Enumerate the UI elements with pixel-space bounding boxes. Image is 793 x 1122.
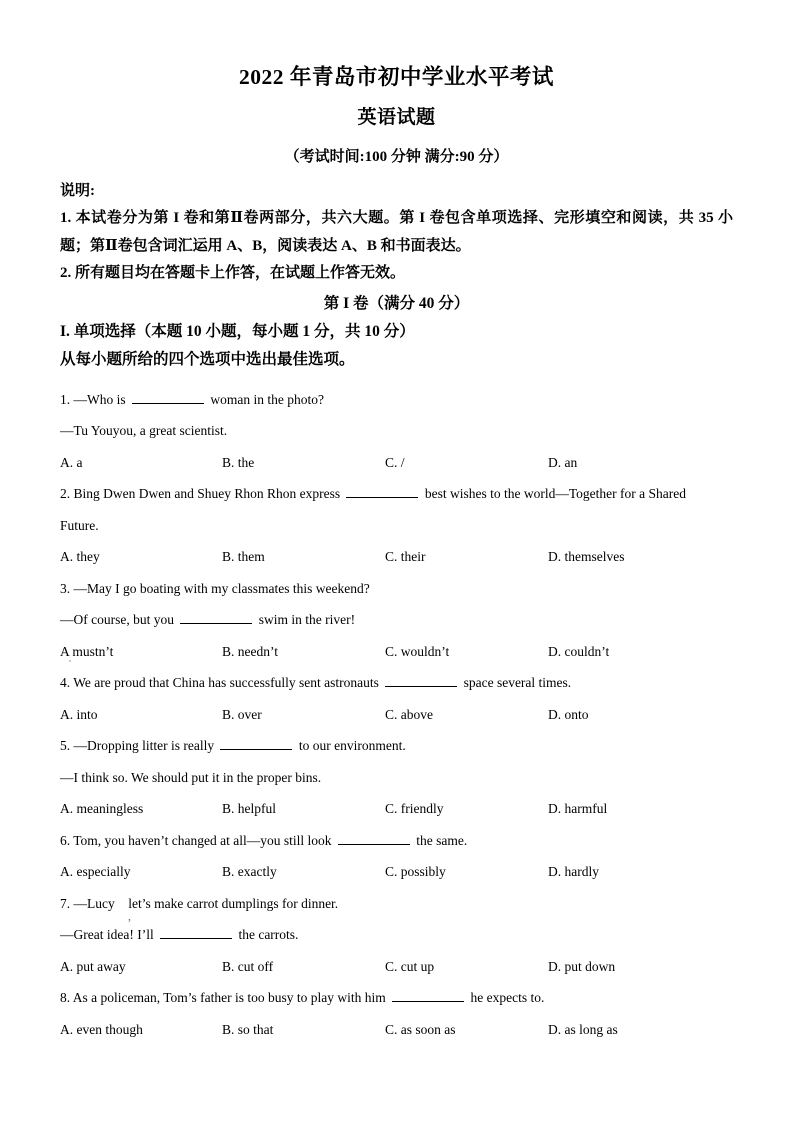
question-text-line xyxy=(60,888,733,923)
answer-blank[interactable] xyxy=(220,736,292,750)
question-text: Future. xyxy=(60,517,99,533)
option-choice[interactable]: C. wouldn’t xyxy=(385,643,450,659)
question-text-tail: the carrots. xyxy=(235,927,299,942)
question-block xyxy=(60,384,733,479)
option-choice[interactable]: B. over xyxy=(222,706,262,722)
option-choice[interactable]: B. helpful xyxy=(222,801,276,816)
option-choice[interactable]: D. put down xyxy=(548,958,616,974)
answer-blank[interactable] xyxy=(338,831,410,845)
answer-blank[interactable] xyxy=(132,390,204,404)
option-choice[interactable]: D. as long as xyxy=(548,1021,618,1037)
answer-blank[interactable] xyxy=(180,610,252,624)
question-text-line xyxy=(60,478,733,510)
question-text-line xyxy=(60,762,733,794)
option-row xyxy=(60,1014,733,1046)
option-row xyxy=(60,699,733,731)
section-heading: I. 单项选择（本题 10 小题，每小题 1 分，共 10 分） xyxy=(60,322,415,340)
question-block xyxy=(60,573,733,668)
question-block xyxy=(60,667,733,730)
option-choice[interactable]: D. an xyxy=(548,454,578,470)
option-choice[interactable]: C. cut up xyxy=(385,958,435,974)
question-text: 4. We are proud that China has successfully sent astronauts xyxy=(60,675,383,690)
question-text-tail: he expects to. xyxy=(467,990,545,1005)
option-choice[interactable]: C. above xyxy=(385,706,433,722)
scan-artifact-dot xyxy=(69,660,71,662)
question-text-line xyxy=(60,825,733,857)
question-text: 7. —Lucy let’s make carrot dumplings for dinner. xyxy=(60,895,339,911)
section-instruction: 从每小题所给的四个选项中选出最佳选项。 xyxy=(60,350,355,368)
question-text-line xyxy=(60,982,733,1014)
option-choice[interactable]: C. as soon as xyxy=(385,1021,456,1037)
question-text: 6. Tom, you haven’t changed at all—you still look xyxy=(60,832,335,848)
option-row xyxy=(60,951,733,983)
answer-blank[interactable] xyxy=(160,925,232,939)
notes-line-2: 2. 所有题目均在答题卡上作答，在试题上作答无效。 xyxy=(60,265,406,281)
question-text: 3. —May I go boating with my classmates this weekend? xyxy=(60,580,370,596)
question-text: 8. As a policeman, Tom’s father is too busy to play with him xyxy=(60,990,390,1005)
question-block xyxy=(60,825,733,888)
question-text-line xyxy=(60,415,733,447)
question-text-tail: space several times. xyxy=(460,675,572,690)
option-choice[interactable]: A mustn’t xyxy=(60,643,114,659)
option-choice[interactable]: B. exactly xyxy=(222,864,277,879)
option-choice[interactable]: B. cut off xyxy=(222,958,274,974)
question-block xyxy=(60,982,733,1045)
option-choice[interactable]: C. / xyxy=(385,454,405,470)
paper-body xyxy=(0,178,793,1045)
option-choice[interactable]: A. a xyxy=(60,454,83,470)
option-row xyxy=(60,856,733,888)
option-choice[interactable]: C. their xyxy=(385,549,426,564)
option-choice[interactable]: D. harmful xyxy=(548,801,608,816)
question-text-tail: woman in the photo? xyxy=(207,391,324,407)
question-block xyxy=(60,478,733,573)
question-block xyxy=(60,888,733,983)
option-choice[interactable]: B. needn’t xyxy=(222,643,278,659)
option-choice[interactable]: D. hardly xyxy=(548,864,599,879)
page-subtitle: 英语试题 xyxy=(357,107,436,128)
option-choice[interactable]: A. meaningless xyxy=(60,801,144,816)
question-text-line xyxy=(60,730,733,762)
question-text: 1. —Who is xyxy=(60,391,129,407)
question-text: 5. —Dropping litter is really xyxy=(60,738,218,753)
question-text-tail: best wishes to the world—Together for a Shared xyxy=(421,486,686,501)
option-choice[interactable]: A. they xyxy=(60,549,100,564)
option-choice[interactable]: A. even though xyxy=(60,1021,143,1037)
option-choice[interactable]: B. so that xyxy=(222,1021,274,1037)
notes-line-1: 1. 本试卷分为第 I 卷和第Ⅱ卷两部分，共六大题。第 I 卷包含单项选择、完形填空和阅读，共 35 小题；第Ⅱ卷包含词汇运用 A、B，阅读表达 A、B 和书面表达。 xyxy=(60,210,733,254)
question-text-tail: swim in the river! xyxy=(255,612,356,627)
question-text-line xyxy=(60,919,733,951)
question-text-line xyxy=(60,510,733,542)
option-choice[interactable]: A. put away xyxy=(60,958,126,974)
answer-blank[interactable] xyxy=(385,673,457,687)
question-text-tail: to our environment. xyxy=(295,738,406,753)
option-choice[interactable]: A. especially xyxy=(60,864,131,879)
option-row xyxy=(60,636,733,668)
question-text: —Great idea! I’ll xyxy=(60,927,158,942)
question-text-line xyxy=(60,604,733,636)
question-text-line xyxy=(60,573,733,605)
answer-blank[interactable] xyxy=(346,484,418,498)
option-choice[interactable]: D. onto xyxy=(548,706,589,722)
option-choice[interactable]: B. the xyxy=(222,454,255,470)
question-text-line xyxy=(60,667,733,699)
question-text: —I think so. We should put it in the proper bins. xyxy=(60,769,322,785)
page-title: 2022 年青岛市初中学业水平考试 xyxy=(239,65,554,89)
option-row xyxy=(60,541,733,573)
option-row xyxy=(60,793,733,825)
option-choice[interactable]: A. into xyxy=(60,706,98,722)
question-list xyxy=(60,384,733,1046)
question-text: —Of course, but you xyxy=(60,612,178,627)
option-choice[interactable]: C. friendly xyxy=(385,801,444,816)
question-block xyxy=(60,730,733,825)
exam-info-line: （考试时间:100 分钟 满分:90 分） xyxy=(284,149,509,165)
question-text: 2. Bing Dwen Dwen and Shuey Rhon Rhon express xyxy=(60,486,344,501)
option-row xyxy=(60,447,733,479)
question-text: —Tu Youyou, a great scientist. xyxy=(60,423,228,438)
question-text-line xyxy=(60,384,733,416)
question-text-tail: the same. xyxy=(412,832,468,848)
notes-label: 说明: xyxy=(60,183,95,199)
part-heading: 第 I 卷（满分 40 分） xyxy=(323,294,470,312)
option-choice[interactable]: D. couldn’t xyxy=(548,643,610,659)
option-choice[interactable]: C. possibly xyxy=(385,864,446,879)
scan-artifact-comma: , xyxy=(128,908,131,923)
option-choice[interactable]: B. them xyxy=(222,549,265,564)
option-choice[interactable]: D. themselves xyxy=(548,549,625,564)
answer-blank[interactable] xyxy=(392,988,464,1002)
